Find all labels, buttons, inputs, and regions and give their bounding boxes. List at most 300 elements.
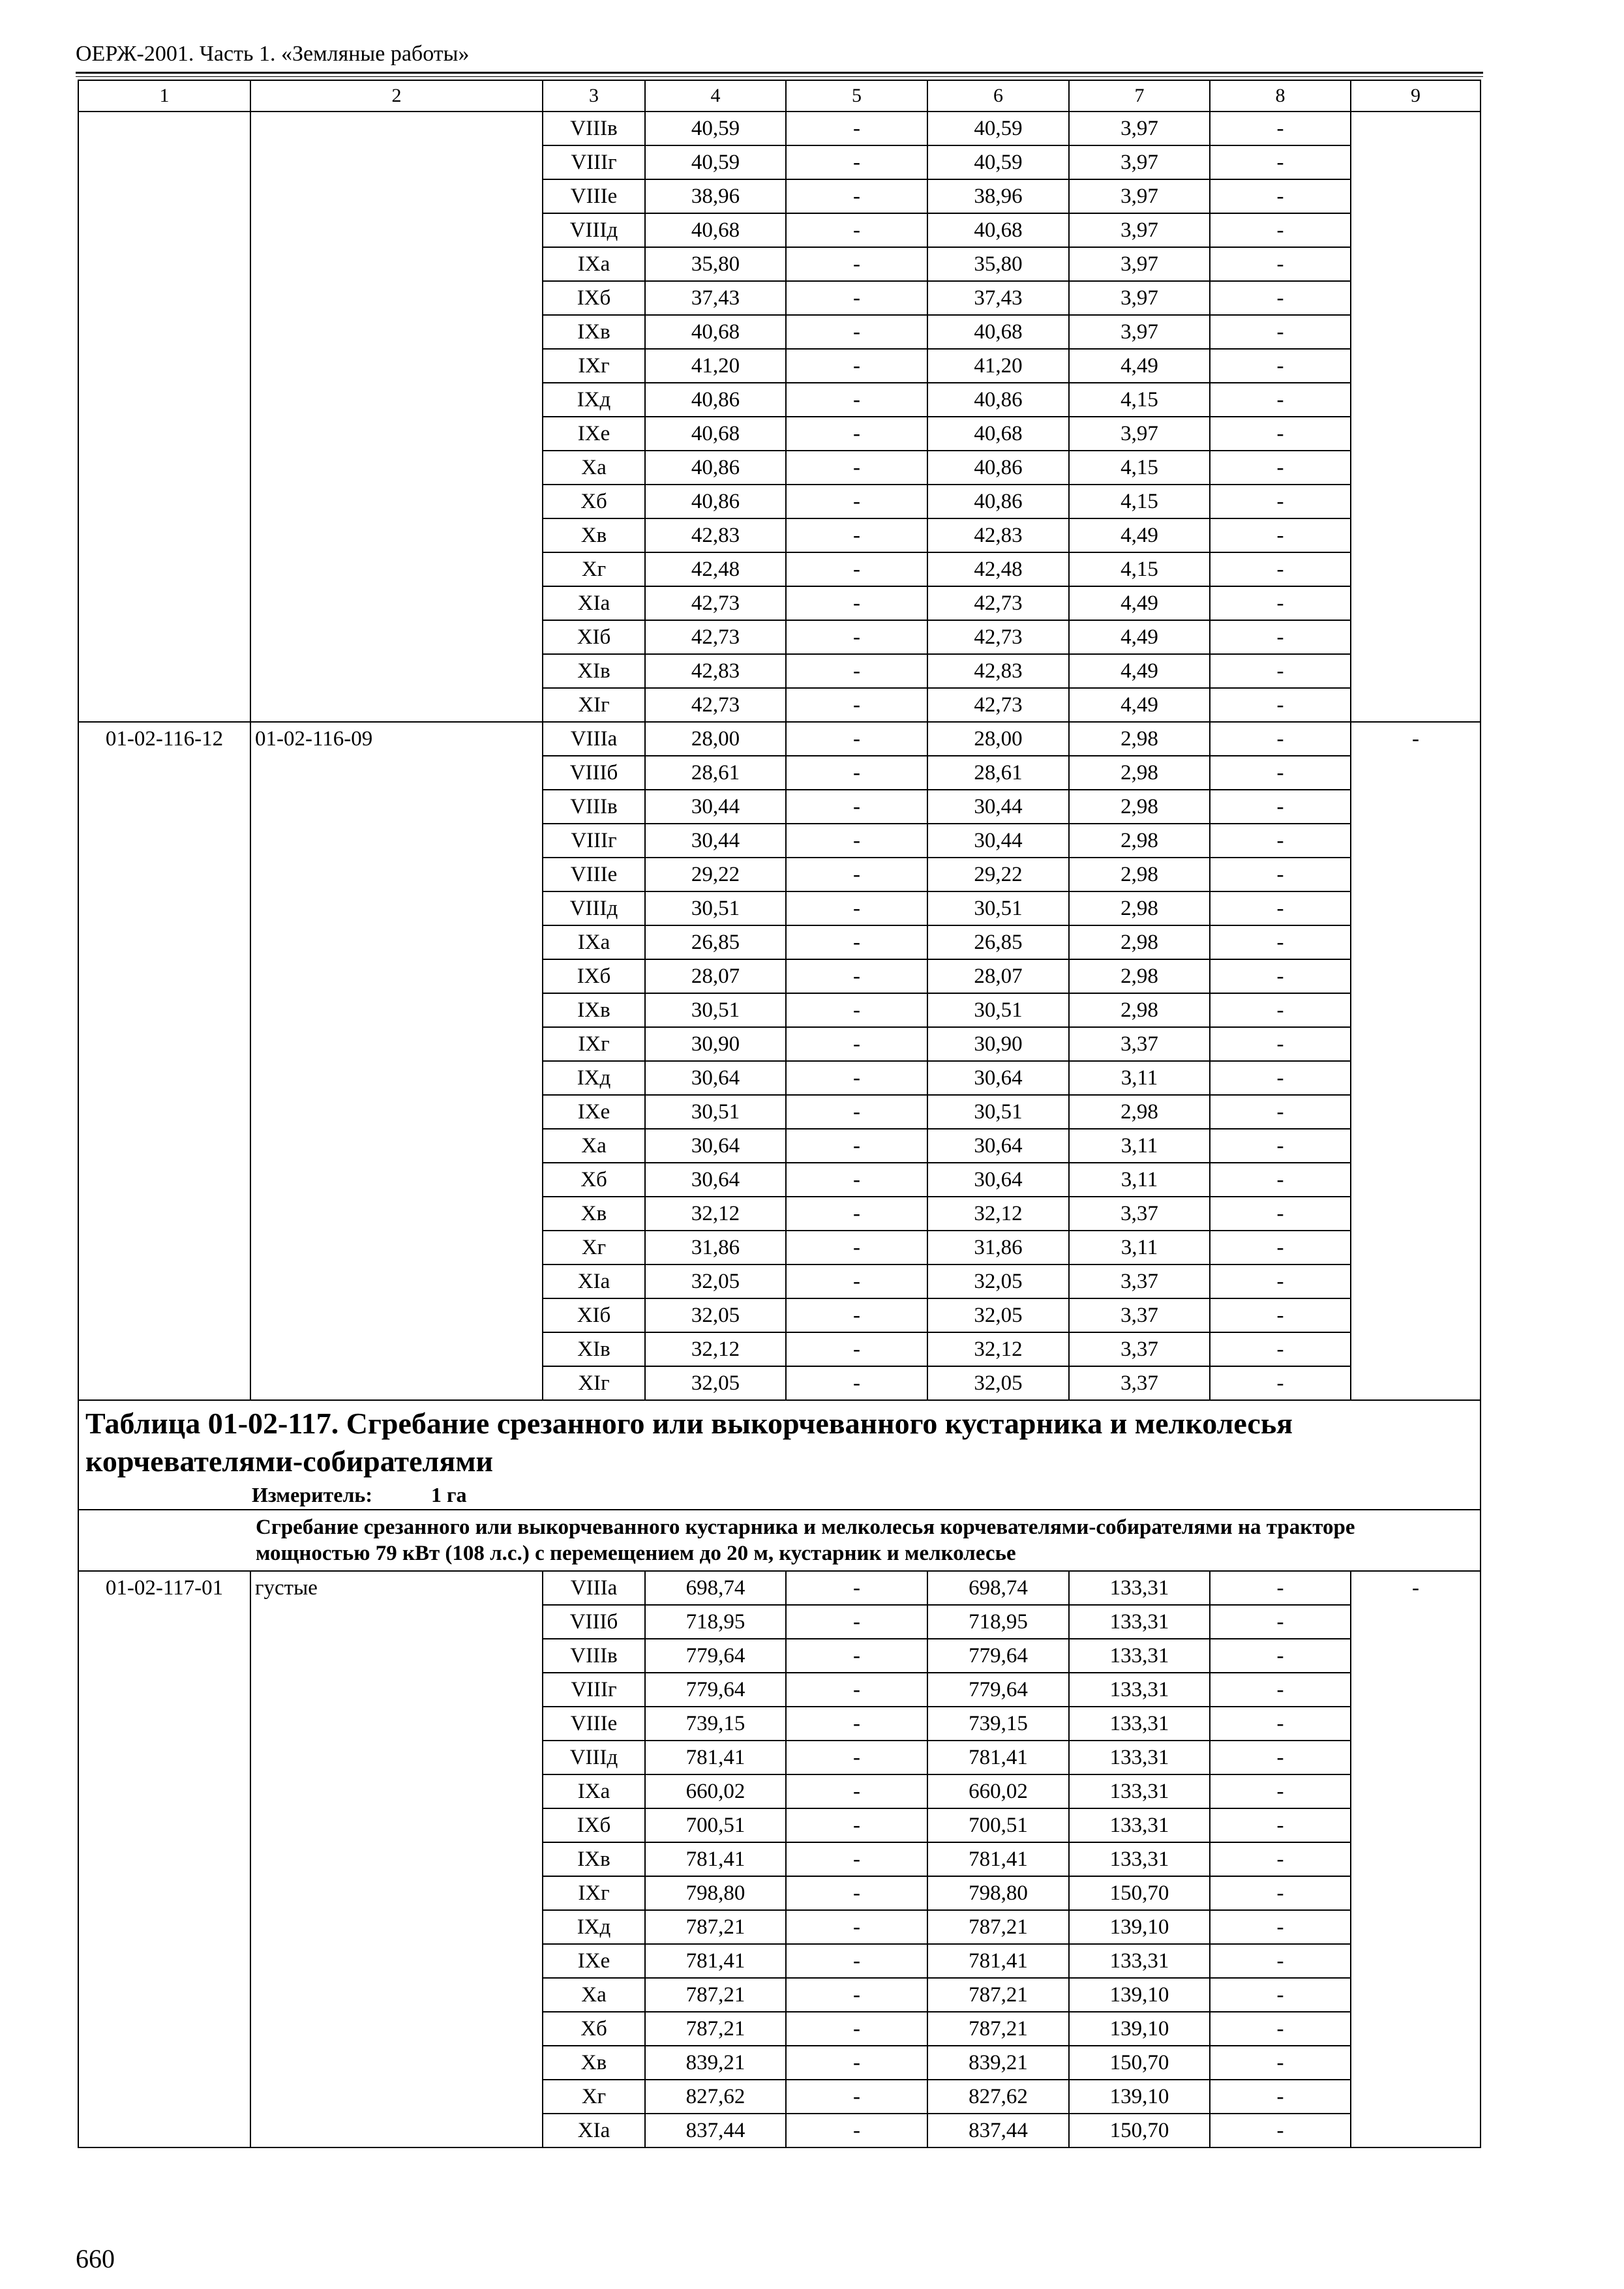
- table-cell: 4,49: [1069, 586, 1210, 620]
- table-cell: 42,73: [927, 688, 1069, 722]
- table-cell: -: [786, 213, 927, 247]
- col9-cell: [1351, 112, 1481, 722]
- table-cell: Xв: [543, 518, 645, 552]
- table-cell: -: [786, 688, 927, 722]
- table-cell: 3,97: [1069, 247, 1210, 281]
- table-cell: 2,98: [1069, 891, 1210, 925]
- table-cell: -: [1210, 1163, 1351, 1197]
- table-cell: Xб: [543, 2012, 645, 2046]
- table-cell: 3,97: [1069, 145, 1210, 179]
- table-cell: 3,11: [1069, 1163, 1210, 1197]
- table-cell: 42,83: [927, 518, 1069, 552]
- col-number: 3: [543, 80, 645, 112]
- table-cell: 4,49: [1069, 620, 1210, 654]
- table-cell: -: [1210, 1876, 1351, 1910]
- table-cell: 42,73: [645, 586, 786, 620]
- table-cell: 28,07: [927, 959, 1069, 993]
- table-cell: 30,44: [645, 790, 786, 824]
- table-cell: 2,98: [1069, 756, 1210, 790]
- table-cell: 42,48: [927, 552, 1069, 586]
- table-cell: 40,59: [645, 112, 786, 145]
- table-cell: 30,64: [645, 1163, 786, 1197]
- table-cell: 30,51: [645, 1095, 786, 1129]
- table-cell: 3,11: [1069, 1061, 1210, 1095]
- rate-code-cell: [78, 112, 250, 722]
- table-cell: 781,41: [645, 1944, 786, 1978]
- table-cell: 837,44: [927, 2114, 1069, 2147]
- header-rule-thick: [76, 72, 1483, 74]
- table-cell: 30,90: [645, 1027, 786, 1061]
- table-cell: VIIIе: [543, 179, 645, 213]
- table-cell: 35,80: [645, 247, 786, 281]
- table-cell: 37,43: [927, 281, 1069, 315]
- table-cell: -: [1210, 891, 1351, 925]
- table-cell: 32,05: [927, 1298, 1069, 1332]
- description-row: [78, 1510, 1481, 1571]
- table-cell: 28,00: [645, 722, 786, 756]
- table-cell: 133,31: [1069, 1741, 1210, 1774]
- table-cell: 798,80: [645, 1876, 786, 1910]
- table-cell: 133,31: [1069, 1707, 1210, 1741]
- table-cell: 42,83: [645, 518, 786, 552]
- table-cell: 41,20: [927, 349, 1069, 383]
- table-cell: 839,21: [927, 2046, 1069, 2080]
- table-cell: 3,11: [1069, 1231, 1210, 1264]
- table-cell: IXг: [543, 1876, 645, 1910]
- table-cell: Xг: [543, 2080, 645, 2114]
- table-cell: 4,15: [1069, 552, 1210, 586]
- table-cell: -: [786, 179, 927, 213]
- col9-cell: -: [1351, 1571, 1481, 2147]
- table-cell: 133,31: [1069, 1808, 1210, 1842]
- table-cell: 3,37: [1069, 1332, 1210, 1366]
- table-cell: 30,51: [645, 993, 786, 1027]
- table-cell: 40,86: [927, 485, 1069, 518]
- table-cell: 839,21: [645, 2046, 786, 2080]
- table-cell: 38,96: [645, 179, 786, 213]
- table-cell: 3,37: [1069, 1264, 1210, 1298]
- table-cell: 40,68: [645, 417, 786, 451]
- table-cell: 133,31: [1069, 1944, 1210, 1978]
- table-cell: 42,73: [645, 688, 786, 722]
- table-cell: VIIIа: [543, 1571, 645, 1605]
- table-cell: 31,86: [645, 1231, 786, 1264]
- table-cell: -: [1210, 959, 1351, 993]
- table-cell: 150,70: [1069, 2046, 1210, 2080]
- table-cell: XIа: [543, 586, 645, 620]
- table-cell: 3,97: [1069, 417, 1210, 451]
- table-cell: VIIIв: [543, 790, 645, 824]
- table-row: [78, 722, 1481, 756]
- table-cell: IXг: [543, 349, 645, 383]
- table-cell: 660,02: [927, 1774, 1069, 1808]
- table-cell: 139,10: [1069, 2012, 1210, 2046]
- table-cell: 3,97: [1069, 112, 1210, 145]
- table-cell: -: [786, 1876, 927, 1910]
- col-number: 8: [1210, 80, 1351, 112]
- table-cell: -: [1210, 213, 1351, 247]
- table-cell: -: [786, 790, 927, 824]
- table-cell: 32,12: [645, 1197, 786, 1231]
- table-cell: -: [786, 1332, 927, 1366]
- table-cell: -: [786, 1605, 927, 1639]
- table-cell: -: [786, 858, 927, 891]
- table-cell: -: [786, 1027, 927, 1061]
- table-cell: VIIIв: [543, 1639, 645, 1673]
- table-cell: -: [1210, 383, 1351, 417]
- page-number: 660: [76, 2244, 115, 2273]
- work-description: Сгребание срезанного или выкорчеванного кустарника и мелколесья корчевателями-собирателями на тракторе мощностью 79 кВт (108 л.с.) с перемещением до 20 м, кустарник и мелколесье: [250, 1510, 1481, 1571]
- table-cell: -: [1210, 2046, 1351, 2080]
- table-cell: 827,62: [645, 2080, 786, 2114]
- table-cell: -: [1210, 1027, 1351, 1061]
- table-cell: -: [1210, 1944, 1351, 1978]
- table-cell: 779,64: [927, 1639, 1069, 1673]
- table-cell: 150,70: [1069, 1876, 1210, 1910]
- table-cell: -: [786, 1264, 927, 1298]
- table-cell: -: [786, 1774, 927, 1808]
- table-cell: -: [1210, 858, 1351, 891]
- table-cell: 32,05: [927, 1264, 1069, 1298]
- table-cell: 26,85: [927, 925, 1069, 959]
- table-cell: 40,68: [927, 315, 1069, 349]
- table-cell: -: [1210, 1197, 1351, 1231]
- table-cell: 40,68: [645, 213, 786, 247]
- table-cell: 30,51: [927, 891, 1069, 925]
- table-cell: XIв: [543, 654, 645, 688]
- table-cell: 4,49: [1069, 654, 1210, 688]
- table-cell: -: [786, 451, 927, 485]
- table-cell: XIв: [543, 1332, 645, 1366]
- table-cell: IXд: [543, 1061, 645, 1095]
- table-cell: -: [786, 552, 927, 586]
- table-cell: -: [786, 1197, 927, 1231]
- table-cell: 133,31: [1069, 1842, 1210, 1876]
- table-cell: 781,41: [645, 1842, 786, 1876]
- table-cell: -: [1210, 824, 1351, 858]
- table-cell: Xа: [543, 1978, 645, 2012]
- table-cell: 779,64: [645, 1639, 786, 1673]
- table-row: [78, 112, 1481, 145]
- table-cell: 38,96: [927, 179, 1069, 213]
- table-cell: -: [1210, 620, 1351, 654]
- table-cell: -: [786, 383, 927, 417]
- table-cell: XIа: [543, 1264, 645, 1298]
- table-cell: -: [1210, 722, 1351, 756]
- table-cell: 781,41: [645, 1741, 786, 1774]
- table-cell: 30,44: [645, 824, 786, 858]
- table-cell: 718,95: [927, 1605, 1069, 1639]
- col-number: 5: [786, 80, 927, 112]
- table-cell: 700,51: [645, 1808, 786, 1842]
- table-cell: -: [786, 315, 927, 349]
- table-cell: VIIIб: [543, 756, 645, 790]
- table-cell: 837,44: [645, 2114, 786, 2147]
- table-cell: 2,98: [1069, 858, 1210, 891]
- table-cell: Xг: [543, 552, 645, 586]
- table-cell: -: [786, 1366, 927, 1400]
- table-cell: 28,00: [927, 722, 1069, 756]
- table-cell: -: [786, 1707, 927, 1741]
- table-cell: 30,44: [927, 790, 1069, 824]
- table-cell: 3,97: [1069, 281, 1210, 315]
- table-cell: 739,15: [645, 1707, 786, 1741]
- table-cell: -: [786, 2080, 927, 2114]
- table-cell: -: [786, 959, 927, 993]
- table-cell: 2,98: [1069, 824, 1210, 858]
- table-cell: 133,31: [1069, 1571, 1210, 1605]
- table-cell: -: [1210, 1571, 1351, 1605]
- table-cell: -: [1210, 790, 1351, 824]
- table-cell: 4,49: [1069, 518, 1210, 552]
- table-cell: -: [786, 1673, 927, 1707]
- table-cell: -: [1210, 993, 1351, 1027]
- table-cell: VIIIе: [543, 858, 645, 891]
- table-cell: 30,64: [645, 1129, 786, 1163]
- table-cell: -: [1210, 485, 1351, 518]
- table-cell: 40,86: [645, 485, 786, 518]
- table-cell: -: [1210, 756, 1351, 790]
- table-cell: -: [1210, 552, 1351, 586]
- table-cell: 3,37: [1069, 1197, 1210, 1231]
- table-cell: -: [786, 349, 927, 383]
- table-cell: -: [1210, 451, 1351, 485]
- table-cell: 30,64: [645, 1061, 786, 1095]
- table-cell: -: [1210, 2080, 1351, 2114]
- table-cell: VIIIд: [543, 1741, 645, 1774]
- table-cell: -: [786, 722, 927, 756]
- table-cell: -: [1210, 654, 1351, 688]
- table-cell: 40,68: [645, 315, 786, 349]
- table-cell: -: [1210, 688, 1351, 722]
- table-cell: 42,83: [645, 654, 786, 688]
- table-cell: -: [1210, 586, 1351, 620]
- table-cell: 28,61: [927, 756, 1069, 790]
- meter-value: 1 га: [430, 1483, 467, 1506]
- table-cell: -: [786, 518, 927, 552]
- table-cell: 42,73: [927, 620, 1069, 654]
- table-cell: VIIIг: [543, 145, 645, 179]
- table-cell: -: [1210, 145, 1351, 179]
- table-cell: -: [786, 1842, 927, 1876]
- table-cell: -: [1210, 247, 1351, 281]
- table-cell: -: [1210, 112, 1351, 145]
- table-cell: -: [1210, 2012, 1351, 2046]
- table-cell: 3,97: [1069, 213, 1210, 247]
- table-cell: 660,02: [645, 1774, 786, 1808]
- table-cell: -: [1210, 1264, 1351, 1298]
- table-cell: VIIIа: [543, 722, 645, 756]
- table-cell: 37,43: [645, 281, 786, 315]
- table-cell: 787,21: [927, 1910, 1069, 1944]
- table-cell: -: [786, 1095, 927, 1129]
- table-cell: 781,41: [927, 1944, 1069, 1978]
- table-cell: Xа: [543, 451, 645, 485]
- col-number: 9: [1351, 80, 1481, 112]
- table-cell: VIIIв: [543, 112, 645, 145]
- col-number: 6: [927, 80, 1069, 112]
- table-cell: 32,12: [927, 1332, 1069, 1366]
- table-cell: 40,59: [927, 112, 1069, 145]
- table-cell: 781,41: [927, 1842, 1069, 1876]
- col-number: 4: [645, 80, 786, 112]
- table-cell: 4,49: [1069, 688, 1210, 722]
- table-cell: IXе: [543, 1944, 645, 1978]
- table-cell: 40,68: [927, 417, 1069, 451]
- table-cell: -: [786, 925, 927, 959]
- table-title-cell: [78, 1400, 1481, 1510]
- table-cell: IXе: [543, 1095, 645, 1129]
- work-name-cell: густые: [250, 1571, 543, 2147]
- table-cell: -: [1210, 1808, 1351, 1842]
- table-cell: VIIIе: [543, 1707, 645, 1741]
- table-cell: 3,37: [1069, 1298, 1210, 1332]
- table-cell: 787,21: [645, 1910, 786, 1944]
- table-row: [78, 1571, 1481, 1605]
- table-cell: IXе: [543, 417, 645, 451]
- table-cell: 2,98: [1069, 993, 1210, 1027]
- table-cell: 30,44: [927, 824, 1069, 858]
- table-cell: 32,05: [645, 1264, 786, 1298]
- table-cell: -: [1210, 1231, 1351, 1264]
- table-cell: 3,97: [1069, 179, 1210, 213]
- table-cell: -: [1210, 518, 1351, 552]
- table-cell: 35,80: [927, 247, 1069, 281]
- table-cell: -: [786, 756, 927, 790]
- table-cell: -: [786, 1129, 927, 1163]
- table-cell: -: [786, 281, 927, 315]
- table-cell: -: [1210, 281, 1351, 315]
- table-cell: -: [786, 1944, 927, 1978]
- table-cell: 40,86: [645, 451, 786, 485]
- table-cell: 32,05: [645, 1298, 786, 1332]
- table-cell: -: [786, 1163, 927, 1197]
- table-cell: 40,86: [645, 383, 786, 417]
- table-cell: 32,12: [927, 1197, 1069, 1231]
- table-cell: -: [1210, 1978, 1351, 2012]
- table-cell: IXб: [543, 959, 645, 993]
- rate-code-cell: 01-02-117-01: [78, 1571, 250, 2147]
- table-cell: 41,20: [645, 349, 786, 383]
- table-cell: -: [1210, 1774, 1351, 1808]
- table-cell: 40,86: [927, 451, 1069, 485]
- table-cell: 739,15: [927, 1707, 1069, 1741]
- work-name-cell: [250, 112, 543, 722]
- table-cell: 28,07: [645, 959, 786, 993]
- table-cell: -: [786, 586, 927, 620]
- table-cell: -: [786, 145, 927, 179]
- description-empty-cell: [78, 1510, 250, 1571]
- table-cell: 3,11: [1069, 1129, 1210, 1163]
- table-cell: 2,98: [1069, 1095, 1210, 1129]
- table-cell: 4,15: [1069, 451, 1210, 485]
- table-cell: -: [1210, 179, 1351, 213]
- table-cell: -: [786, 1298, 927, 1332]
- table-cell: 787,21: [927, 1978, 1069, 2012]
- table-cell: XIг: [543, 1366, 645, 1400]
- table-cell: -: [1210, 1061, 1351, 1095]
- header-rule-thin: [76, 76, 1483, 77]
- table-cell: 133,31: [1069, 1774, 1210, 1808]
- table-cell: 30,51: [927, 1095, 1069, 1129]
- table-cell: -: [1210, 1332, 1351, 1366]
- table-cell: 2,98: [1069, 722, 1210, 756]
- table-cell: 32,05: [645, 1366, 786, 1400]
- table-cell: 3,37: [1069, 1366, 1210, 1400]
- table-cell: 42,73: [927, 586, 1069, 620]
- table-cell: IXв: [543, 315, 645, 349]
- table-cell: -: [786, 1910, 927, 1944]
- table-cell: Xг: [543, 1231, 645, 1264]
- table-cell: -: [1210, 1673, 1351, 1707]
- table-cell: -: [786, 824, 927, 858]
- table-cell: 779,64: [927, 1673, 1069, 1707]
- table-cell: VIIIг: [543, 1673, 645, 1707]
- table-cell: XIб: [543, 1298, 645, 1332]
- table-cell: -: [786, 1639, 927, 1673]
- table-cell: XIа: [543, 2114, 645, 2147]
- table-cell: 42,83: [927, 654, 1069, 688]
- table-cell: -: [786, 891, 927, 925]
- table-cell: -: [786, 1741, 927, 1774]
- table-cell: 150,70: [1069, 2114, 1210, 2147]
- col-number: 2: [250, 80, 543, 112]
- table-cell: -: [1210, 2114, 1351, 2147]
- table-cell: IXа: [543, 1774, 645, 1808]
- table-cell: -: [1210, 1605, 1351, 1639]
- table-cell: Xв: [543, 1197, 645, 1231]
- table-cell: 40,59: [927, 145, 1069, 179]
- table-cell: IXг: [543, 1027, 645, 1061]
- table-cell: 787,21: [645, 2012, 786, 2046]
- table-cell: XIб: [543, 620, 645, 654]
- document-header: ОЕРЖ-2001. Часть 1. «Земляные работы»: [76, 42, 470, 66]
- table-cell: 700,51: [927, 1808, 1069, 1842]
- table-cell: -: [786, 654, 927, 688]
- table-cell: -: [786, 247, 927, 281]
- table-cell: 29,22: [927, 858, 1069, 891]
- col-number: 7: [1069, 80, 1210, 112]
- table-cell: -: [786, 1571, 927, 1605]
- table-cell: VIIIд: [543, 891, 645, 925]
- table-cell: -: [786, 993, 927, 1027]
- table-cell: IXв: [543, 1842, 645, 1876]
- column-number-row: [78, 80, 1481, 112]
- table-cell: -: [1210, 1129, 1351, 1163]
- table-cell: -: [1210, 1910, 1351, 1944]
- table-cell: -: [786, 1231, 927, 1264]
- table-cell: 42,48: [645, 552, 786, 586]
- table-cell: 787,21: [927, 2012, 1069, 2046]
- table-cell: -: [786, 2046, 927, 2080]
- table-cell: 4,49: [1069, 349, 1210, 383]
- table-cell: 2,98: [1069, 790, 1210, 824]
- table-cell: 4,15: [1069, 383, 1210, 417]
- table-cell: -: [1210, 1366, 1351, 1400]
- table-cell: 31,86: [927, 1231, 1069, 1264]
- table-cell: 30,64: [927, 1163, 1069, 1197]
- table-cell: 42,73: [645, 620, 786, 654]
- table-cell: 40,59: [645, 145, 786, 179]
- table-cell: IXа: [543, 925, 645, 959]
- table-cell: 4,15: [1069, 485, 1210, 518]
- table-cell: 698,74: [645, 1571, 786, 1605]
- table-cell: IXа: [543, 247, 645, 281]
- table-cell: 3,37: [1069, 1027, 1210, 1061]
- meter-line: [85, 1480, 1473, 1509]
- table-cell: -: [1210, 1639, 1351, 1673]
- table-cell: -: [1210, 1095, 1351, 1129]
